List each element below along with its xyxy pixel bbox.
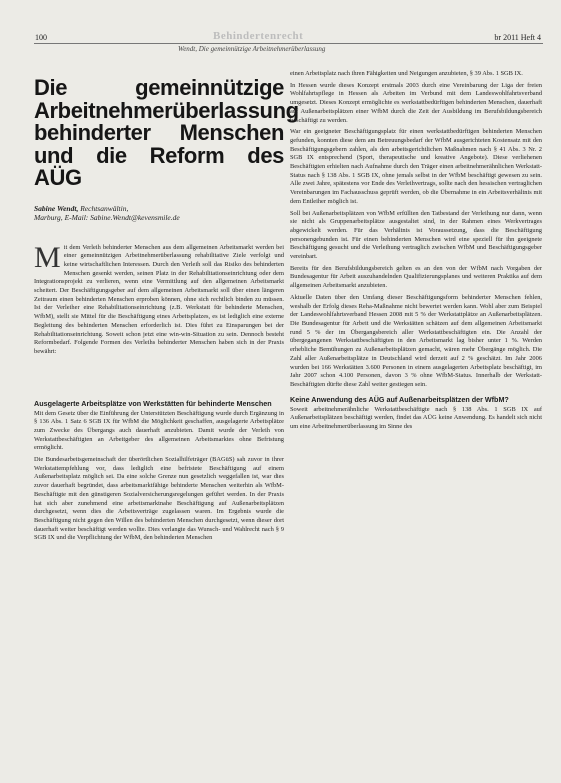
right-paragraph-1: einen Arbeitsplatz nach ihren Fähigkeiten und Neigungen anzubieten, § 39 Abs. 1 SGB IX. [290, 70, 523, 77]
intro-paragraph [34, 240, 284, 394]
author-name: Sabine Wendt, [34, 203, 79, 213]
right-paragraph-3: War ein geeigneter Beschäftigungsplatz für einen werkstattbedürftigen behinderten Menschen gefunden, konnten diese dem am Betreuungsbedarf der WfbM ausgerichteten Kostensatz mit den Beschäftigungsgebern zahlen, als den arbeitsgerichtlichen Maßnahmen nach § 41 Abs. 3 Nr. 2 SGB IX entsprechend (Sport, therapeutische und kreative Angebote). Diese verliehenen Beschäftigten erhielten nach Aufnahme durch den Träger einen arbeitnehmerähnlichen Werkstatt-Status nach § 138 Abs. 1 SGB IX, ohne jemals selbst in der WfbM beschäftigt gewesen zu sein. Alle zwei Jahre, spätestens vor Ende des Verleihvertrags, sollte nach den hessischen vertraglichen Vereinbarungen im Fachausschuss geprüft werden, ob die Übernahme in ein Arbeitsverhältnis mit dem Entleiher möglich ist. [290, 128, 542, 205]
author-email: E-Mail: Sabine.Wendt@kevensmile.de [64, 212, 180, 222]
section1-paragraph-1: Mit dem Gesetz über die Einführung der Unterstützten Beschäftigung wurde durch Ergänzung in § 136 Abs. 1 Satz 6 SGB IX für WfbM die Möglichkeit geschaffen, ausgelagerte Arbeitsplätze zum Zwecke des Übergangs auch dauerhaft anzubieten. Damit wurde der Verleih von Werkstattbeschäftigten an Arbeitgeber des allgemeinen Arbeitsmarktes ohne Befristung ermöglicht. [34, 409, 284, 452]
drop-cap: M [34, 240, 61, 274]
journal-logo: Behindertenrecht [213, 30, 304, 42]
right-column [290, 70, 542, 435]
page-number: 100 [35, 33, 47, 42]
author-place: Marburg, [34, 212, 63, 222]
right-paragraph-5: Bereits für den Berufsbildungsbereich gelten es an den von der WfbM nach Vorgaben der Bundesagentur für Arbeit auszuhandelnden Qualifizierungsplanes und weiteren Praktika auf dem allgemeinen Arbeitsmarkt anzubieten. [290, 264, 542, 290]
article-title: Die gemeinnützige Arbeitnehmerüberlassung behinderter Menschen und die Reform des AÜG [34, 75, 299, 190]
section1-paragraph-2: Die Bundesarbeitsgemeinschaft der überörtlichen Sozialhilfeträger (BAGüS) sah zuvor in ihrer Werkstattempfehlung vor, dass lediglich eine befristete Beschäftigung auf einem Außenarbeitsplatz möglich sei. Da eine solche Grenze nun gesetzlich weggefallen ist, war dies zuvor dauerhaft begründet, dass arbeitsmarktfähige behinderte Menschen weiterhin als WfbM-Beschäftigte mit den günstigeren Sozialversicherungsregelungen geführt werden. In der Praxis hat sich aber zunehmend eine arbeitsmarktnahe Beschäftigung auf Außenarbeitsplätzen durchgesetzt, wenn dies die Arbeitsverträge zugelassen waren. Im Ergebnis wurde die Beschäftigung nicht gegen den Willen des behinderten Menschen durchgesetzt, wenn dieser dort dauerhaft weiter beschäftigt werden wollte. Dies verlangte das Wunsch- und Wahlrecht nach § 9 SGB IX und die Verpflichtung der WfbM, den behinderten Menschen [34, 456, 284, 542]
author-role: Rechtsanwältin, [80, 203, 129, 213]
issue-label: br 2011 Heft 4 [494, 33, 541, 42]
right-paragraph-6: Aktuelle Daten über den Umfang dieser Beschäftigungsform behinderter Menschen fehlen, weshalb der Erfolg dieses Reha-Maßnahme nicht bewertet werden kann. Wohl aber zum Beispiel der Landeswohlfahrtsverband Hessen 2008 mit 5 % der Werkstattplätze an Außenarbeitsplätzen. Die Bundesagentur für Arbeit und die Werkstätten schätzen auf dem allgemeinen Arbeitsmarkt rund 5 % der im Übergangsbereich aller Werkstattbeschäftigten ein. Die Anzahl der übergegangenen Werkstattbeschäftigten in den Arbeitsmarkt lag bisher unter 1 %. Werden erhebliche Bemühungen zu Außenarbeitsplätzen gemacht, wären mehr Übergänge möglich. Die Zahl aller Außenarbeitsplätze in Deutschland wird derzeit auf 2 % geschätzt. Im Jahr 2006 wurden bei 166 Werkstätten 3.600 Personen in einem ausgelagerten Arbeitsplatz beschäftigt, im Jahr 2007 schon 4.100 Personen, davon 3 % ohne WfbM-Status. Innerhalb der Werkstatt-Beschäftigten dürfte diese Zahl weiter gestiegen sein. [290, 293, 542, 388]
section-heading-outsourced: Ausgelagerte Arbeitsplätze von Werkstätten für behinderte Menschen [34, 398, 272, 408]
right-paragraph-4: Soll bei Außenarbeitsplätzen von WfbM erfüllten den Tatbestand der Verleihung nur dann, wenn sie nicht als Gruppenarbeitsplätze ausgestaltet sind, in der Rahmen eines Werkvertrages abgewickelt werden. Für das Verhältnis ist Voraussetzung, dass die Beschäftigung personengebunden ist. Für einen behinderten Menschen wird eine speziell für ihn geeignete Beschäftigung gesucht und die Verleihung vertraglich zwischen WfbM und Beschäftigungsgeber vereinbart. [290, 209, 542, 261]
section-heading-aueg: Keine Anwendung des AÜG auf Außenarbeitsplätzen der WfbM? [290, 394, 509, 404]
right-paragraph-2: In Hessen wurde dieses Konzept erstmals 2003 durch eine Vereinbarung der Liga der freien Wohlfahrtspflege in Hessen als Arbeiten im Verbund mit dem Landeswohlfahrtsverband umgesetzt. Dieses Konzept ermöglichte es werkstattbedürftigen behinderten Menschen, dauerhaft auf Außenarbeitsplätzen einer WfbM durch die Zeit der Ausbildung im Berufsbildungsbereich beschäftigt zu werden. [290, 81, 542, 124]
intro-text: it dem Verleih behinderter Menschen aus dem allgemeinen Arbeitsmarkt werden bei einer gemeinnützigen Arbeitnehmerüberlassung rehabilitative Ziele verfolgt und keine wirtschaftlichen Interessen. Durch den Verleih soll das Risiko des behinderten Menschen gesenkt werden, seinen Platz in der Rehabilitationseinrichtung oder dem Integrationsprojekt zu verlieren, wenn eine Vermittlung auf den allgemeinen Arbeitsmarkt scheitert. Der Beschäftigungsgeber auf dem allgemeinen Arbeitsmarkt soll über einen längeren Zeitraum einen behinderten Menschen erproben können, ohne sich rechtlich binden zu müssen. Ist der Verleiher eine Rehabilitationseinrichtung (z.B. Werkstatt für behinderte Menschen, WfbM), stellt sie Mittel für die Beschäftigung eines Arbeitsplatzes, es ist lediglich eine externe Begleitung des behinderten Menschen erforderlich ist. Dies führt zu Einsparungen bei der Rehabilitationseinrichtung. Soweit schon jetzt eine win-win-Situation zu sein. Dennoch besteht Reformbedarf. Folgende Formen des Verleihs behinderter Menschen haben sich in der Praxis bewährt: [34, 243, 284, 355]
left-column [34, 75, 299, 546]
running-title: Wendt, Die gemeinnützige Arbeitnehmerüberlassung [178, 45, 326, 53]
author-block [34, 204, 284, 222]
right-paragraph-7: Soweit arbeitnehmerähnliche Werkstattbeschäftigte nach § 138 Abs. 1 SGB IX auf Außenarbeitsplätzen beschäftigt werden, findet das AÜG keine Anwendung. Es handelt sich nicht um eine Arbeitnehmerüberlassung im Sinne des [290, 405, 542, 431]
header-rule [34, 43, 543, 44]
